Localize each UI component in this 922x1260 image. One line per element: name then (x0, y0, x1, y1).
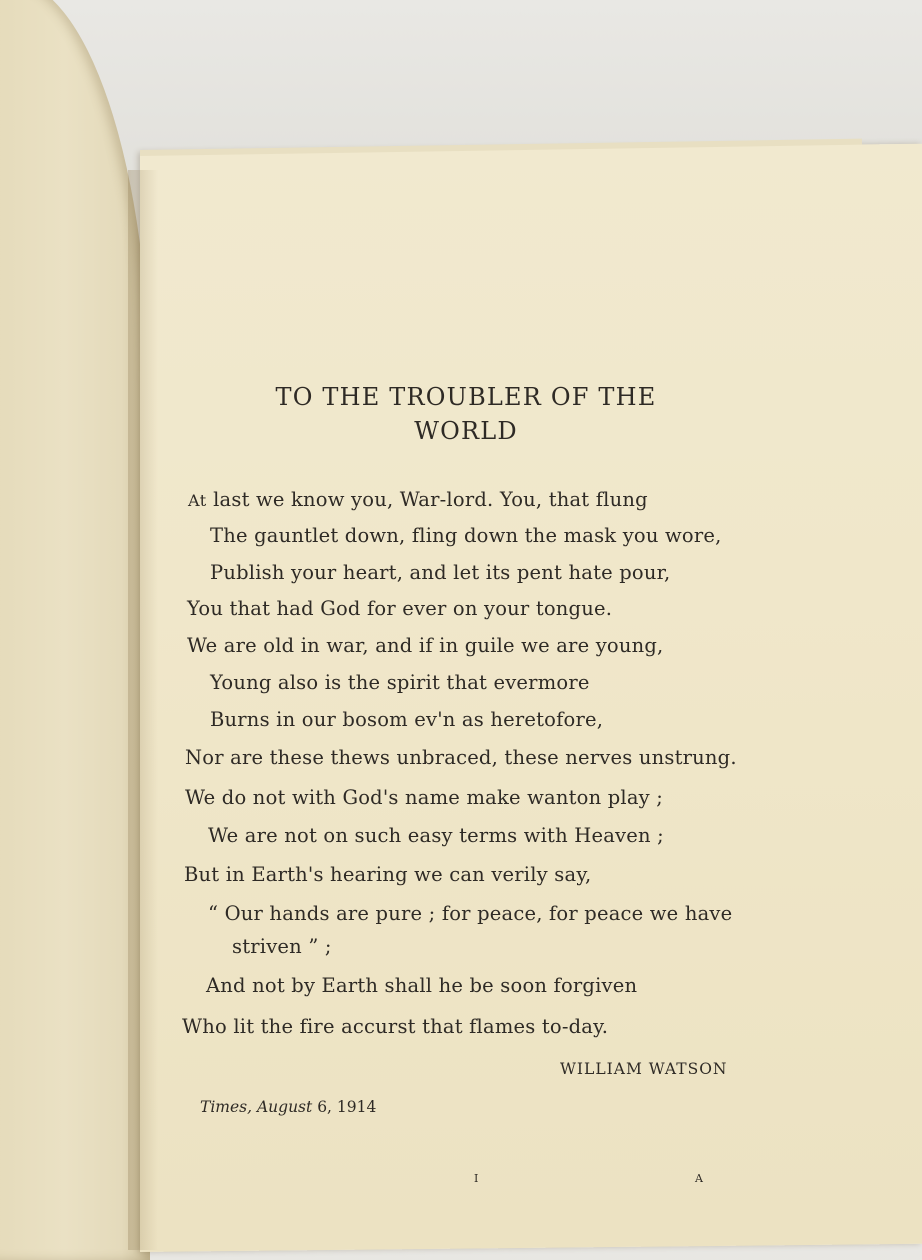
poem-line-9: We do not with God's name make wanton play ; (185, 786, 664, 809)
drop-small-caps: At (188, 491, 207, 510)
poem-line-14: Who lit the fire accurst that flames to-day. (182, 1015, 609, 1038)
poem-line-12: “ Our hands are pure ; for peace, for peace we have (208, 902, 733, 925)
poem-title-line-1: TO THE TROUBLER OF THE (275, 383, 657, 411)
page-number: I (474, 1172, 480, 1185)
poem-line-2: The gauntlet down, fling down the mask you wore, (210, 524, 722, 547)
poem-line-10: We are not on such easy terms with Heaven ; (208, 824, 664, 847)
source-year: 1914 (336, 1098, 377, 1116)
source-day: 6, (317, 1098, 332, 1116)
poem-line-11: But in Earth's hearing we can verily say, (184, 863, 592, 886)
signature-mark: A (695, 1172, 704, 1185)
poem-line-8: Nor are these thews unbraced, these nerves unstrung. (185, 746, 737, 769)
poem-line-3: Publish your heart, and let its pent hate pour, (210, 561, 671, 584)
poem-line-1 (188, 488, 648, 511)
poem-line-12-continuation: striven ” ; (232, 935, 332, 958)
poem-line-4: You that had God for ever on your tongue. (187, 597, 613, 620)
poem-author: WILLIAM WATSON (560, 1060, 728, 1078)
poem-line-13: And not by Earth shall he be soon forgiven (206, 974, 638, 997)
poem-line-5: We are old in war, and if in guile we are young, (187, 634, 664, 657)
source-citation (200, 1098, 376, 1116)
poem-title-line-2: WORLD (414, 417, 518, 445)
poem-line-7: Burns in our bosom ev'n as heretofore, (210, 708, 604, 731)
source-publication: Times, August (200, 1098, 313, 1116)
poem-line-1-text: last we know you, War-lord. You, that flung (206, 488, 648, 511)
poem-line-6: Young also is the spirit that evermore (210, 671, 590, 694)
